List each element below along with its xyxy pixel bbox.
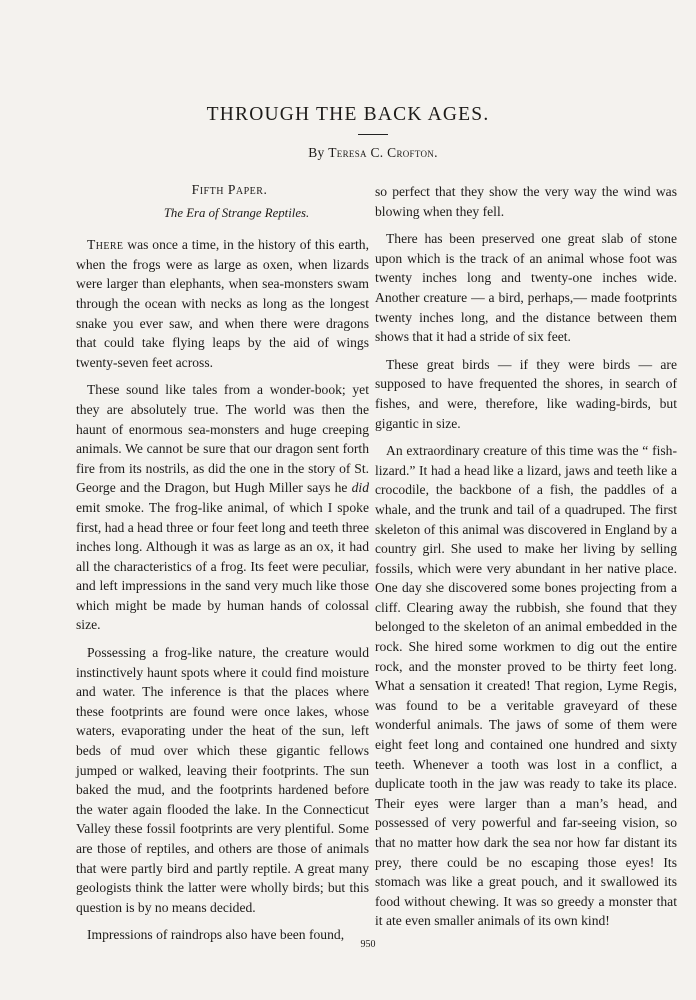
paragraph-text: was once a time, in the history of this earth, when the frogs were as large as oxen, when lizards were larger than elephants, when sea-monsters swam through the ocean with necks as long as the longest snake you ever saw, and when there were dragons that could take flying leaps by the aid of wings twenty-seven feet across.: [76, 237, 369, 370]
page-number: 950: [360, 939, 376, 950]
title-divider: [358, 134, 388, 135]
left-column: [76, 180, 369, 953]
paragraph: These great birds — if they were birds — are supposed to have frequented the shores, in search of fishes, and were, therefore, like wading-birds, but gigantic in size.: [375, 356, 677, 431]
emphasis: did: [351, 480, 369, 496]
section-heading: Fifth Paper.: [191, 182, 268, 197]
section-subtitle: The Era of Strange Reptiles.: [163, 205, 310, 220]
paragraph: An extraordinary creature of this time was the “ fish-lizard.” It had a head like a lizard, jaws and teeth like a crocodile, the backbone of a fish, the paddles of a whale, and the trunk and tail of a quadruped. The first skeleton of this animal was discovered in England by a country girl. She used to make her living by selling fossils, which were very abundant in her native place. One day she discovered some bones projecting from a cliff. Clearing away the rubbish, she found that they belonged to the skeleton of an animal embedded in the rock. She hired some workmen to dig out the entire rock, and the monster proved to be thirty feet long. What a sensation it created! That region, Lyme Regis, was found to be a veritable graveyard of these wonderful animals. The jaws of some of them were eight feet long and contained one hundred and sixty teeth. Whenever a tooth was lost in a conflict, a duplicate tooth in the jaw was ready to take its place. Their eyes were larger than a man’s head, and possessed of very powerful and far-seeing vision, so that no matter how dark the sea nor how far distant its prey, there could be no escaping those eyes! Its stomach was like a great pouch, and it swallowed its food without chewing. It was so greedy a monster that it ate even smaller animals of its own kind!: [375, 443, 677, 929]
paragraph: [76, 380, 369, 635]
right-column: [375, 182, 677, 939]
paragraph: so perfect that they show the very way the wind was blowing when they fell.: [375, 184, 677, 219]
paragraph-text: These sound like tales from a wonder-book; yet they are absolutely true. The world was then the haunt of enormous sea-monsters and huge creeping animals. We cannot be sure that our dragon sent forth fire from its nostrils, as did the one in the story of St. George and the Dragon, but Hugh Miller says he: [76, 382, 369, 496]
paragraph: There has been preserved one great slab of stone upon which is the track of an animal whose foot was twenty inches long and twenty-one inches wide. Another creature — a bird, perhaps,— made footprints twenty inches long, and the distance between them shows that it had a stride of six feet.: [375, 231, 677, 345]
paragraph: Impressions of raindrops also have been found,: [87, 927, 345, 943]
lead-word: There: [87, 237, 124, 253]
paragraph: Possessing a frog-like nature, the creature would instinctively haunt spots where it could find moisture and water. The inference is that the places where these footprints are found were once lakes, whose waters, evaporating under the heat of the sun, left beds of mud over which these gigantic fellows jumped or walked, leaving their footprints. The sun baked the mud, and the footprints hardened before the water again flooded the lake. In the Connecticut Valley these fossil footprints are very plentiful. Some are those of reptiles, and others are those of animals that were partly bird and partly reptile. A great many geologists think the latter were wholly birds; but this question is by no means decided.: [76, 645, 369, 915]
author-name: Teresa C. Crofton.: [328, 145, 438, 160]
paragraph: [76, 235, 369, 372]
byline: [0, 145, 696, 161]
article-title: THROUGH THE BACK AGES.: [206, 104, 490, 125]
byline-prefix: By: [308, 145, 325, 160]
paragraph-text: emit smoke. The frog-like animal, of which I spoke first, had a head three or four feet long and teeth three inches long. Although it was as large as an ox, it had all the characteristics of a frog. Its feet were peculiar, and left impressions in the sand very much like those which might be made by human hands of colossal size.: [76, 499, 369, 633]
